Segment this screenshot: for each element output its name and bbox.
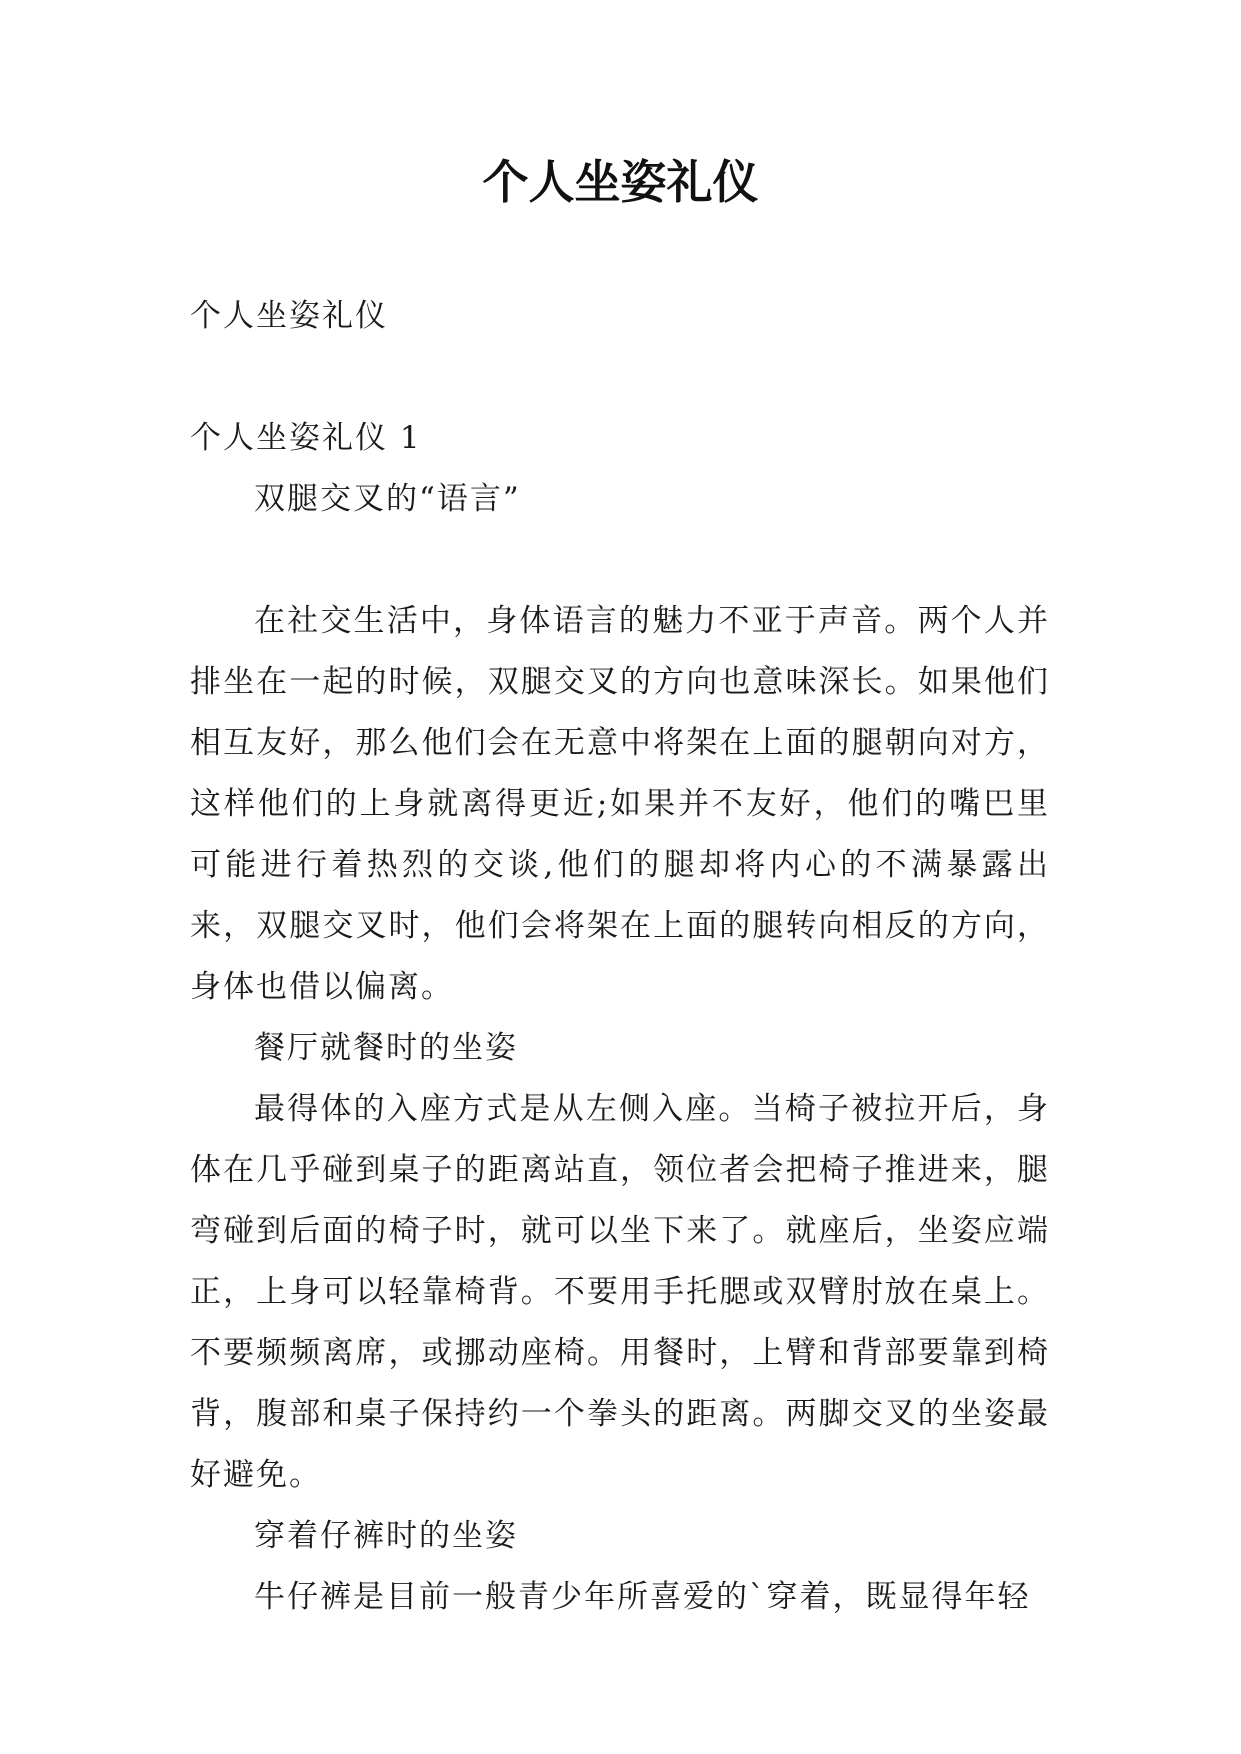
document-title: 个人坐姿礼仪 [482, 155, 759, 209]
topic-heading-crossed-legs: 双腿交叉的“语言” [254, 481, 521, 517]
paragraph-jeans: 牛仔裤是目前一般青少年所喜爱的`穿着，既显得年轻 [254, 1579, 1031, 1615]
topic-heading-jeans: 穿着仔裤时的坐姿 [254, 1518, 518, 1554]
section-heading: 个人坐姿礼仪 1 [190, 420, 422, 456]
document-subtitle: 个人坐姿礼仪 [190, 298, 388, 334]
topic-heading-restaurant: 餐厅就餐时的坐姿 [254, 1030, 518, 1066]
document-body [190, 286, 1050, 1628]
paragraph-crossed-legs: 在社交生活中，身体语言的魅力不亚于声音。两个人并排坐在一起的时候，双腿交叉的方向也意味深长。如果他们相互友好，那么他们会在无意中将架在上面的腿朝向对方，这样他们的上身就离得更近;如果并不友好，他们的嘴巴里可能进行着热烈的交谈,他们的腿却将内心的不满暴露出来，双腿交叉时，他们会将架在上面的腿转向相反的方向，身体也借以偏离。 [190, 603, 1050, 1005]
paragraph-restaurant: 最得体的入座方式是从左侧入座。当椅子被拉开后，身体在几乎碰到桌子的距离站直，领位者会把椅子推进来，腿弯碰到后面的椅子时，就可以坐下来了。就座后，坐姿应端正，上身可以轻靠椅背。不要用手托腮或双臂肘放在桌上。不要频频离席，或挪动座椅。用餐时，上臂和背部要靠到椅背，腹部和桌子保持约一个拳头的距离。两脚交叉的坐姿最好避免。 [190, 1091, 1050, 1493]
